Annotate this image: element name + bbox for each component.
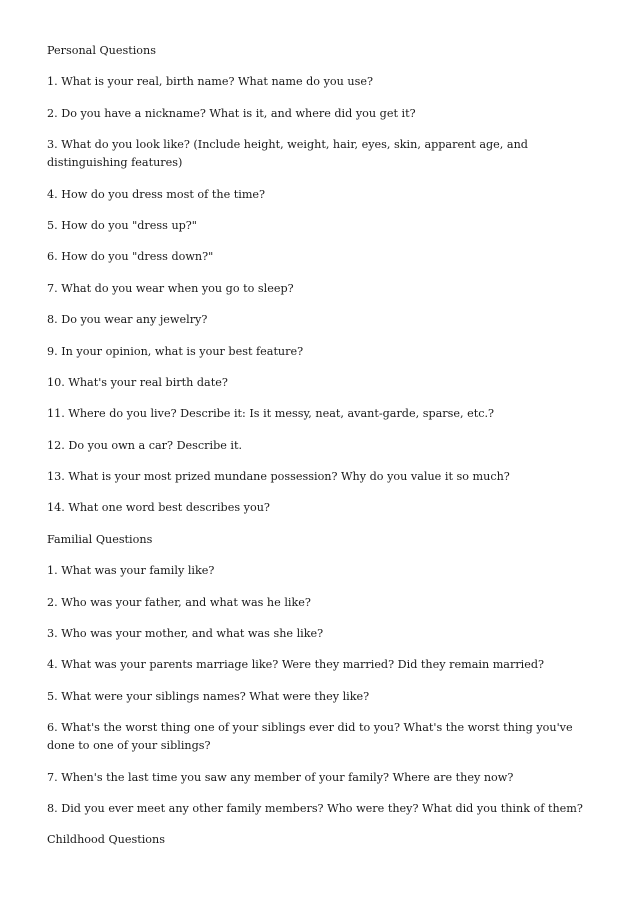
question-item: 1. What was your family like?	[47, 564, 215, 578]
question-item: 14. What one word best describes you?	[47, 501, 270, 515]
section-heading-personal: Personal Questions	[47, 44, 156, 57]
question-item: 2. Do you have a nickname? What is it, and where did you get it?	[47, 106, 416, 120]
question-item: 3. Who was your mother, and what was she like?	[47, 627, 324, 641]
question-item: 5. How do you "dress up?"	[47, 218, 197, 232]
question-item: 7. When's the last time you saw any member of your family? Where are they now?	[47, 770, 514, 784]
question-item: 4. What was your parents marriage like? Were they married? Did they remain married?	[47, 658, 545, 672]
question-item: 8. Do you wear any jewelry?	[47, 313, 208, 327]
document-page	[47, 42, 597, 863]
question-item: 6. What's the worst thing one of your siblings ever did to you? What's the worst thing you've done to one of your siblings?	[47, 721, 573, 753]
question-item: 5. What were your siblings names? What were they like?	[47, 689, 370, 703]
question-item: 4. How do you dress most of the time?	[47, 187, 266, 201]
question-item: 10. What's your real birth date?	[47, 375, 228, 389]
question-item: 3. What do you look like? (Include height, weight, hair, eyes, skin, apparent age, and distinguishing features)	[47, 138, 528, 170]
question-item: 13. What is your most prized mundane possession? Why do you value it so much?	[47, 470, 510, 484]
question-item: 2. Who was your father, and what was he like?	[47, 595, 311, 609]
section-heading-familial: Familial Questions	[47, 532, 153, 546]
question-item: 7. What do you wear when you go to sleep?	[47, 281, 294, 295]
question-item: 11. Where do you live? Describe it: Is it messy, neat, avant-garde, sparse, etc.?	[47, 407, 495, 421]
question-item: 8. Did you ever meet any other family members? Who were they? What did you think of them?	[47, 801, 583, 815]
section-heading-childhood: Childhood Questions	[47, 833, 165, 847]
question-item: 9. In your opinion, what is your best feature?	[47, 344, 304, 358]
question-item: 1. What is your real, birth name? What name do you use?	[47, 75, 373, 89]
question-item: 6. How do you "dress down?"	[47, 250, 214, 264]
question-item: 12. Do you own a car? Describe it.	[47, 438, 243, 452]
